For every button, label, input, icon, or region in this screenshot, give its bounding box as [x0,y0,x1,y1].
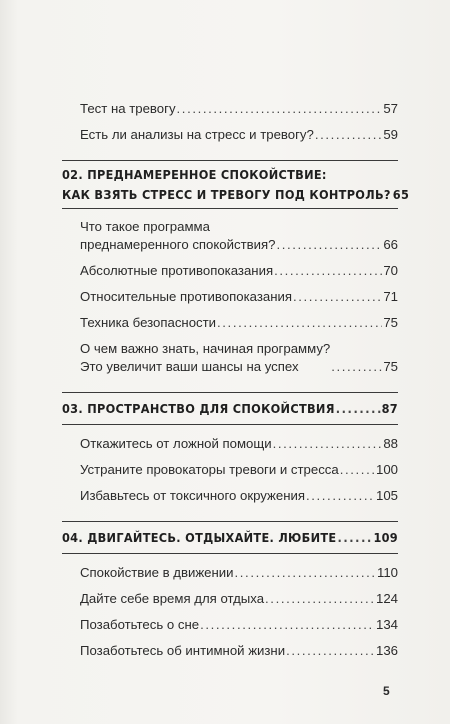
dot-leader [177,100,383,118]
toc-entry-title: преднамеренного спокойствия? [80,237,276,252]
chapter-divider [62,160,398,161]
chapter-divider [62,208,398,209]
toc-entry-title: Дайте себе время для отдыха [80,591,265,606]
toc-entry-page: 59 [383,127,398,142]
toc-entry [62,435,398,453]
dot-leader [340,461,375,479]
toc-entry-page: 57 [383,101,398,116]
toc-entry-page: 100 [375,462,398,477]
toc-entry-page: 110 [376,565,398,580]
toc-entry [62,340,398,376]
table-of-contents [62,100,410,660]
toc-entry-page: 124 [375,591,398,606]
chapter-divider [62,392,398,393]
chapter-heading [62,399,398,419]
chapter-title: 04. ДВИГАЙТЕСЬ. ОТДЫХАЙТЕ. ЛЮБИТЕ [62,530,337,545]
chapter-title-line: КАК ВЗЯТЬ СТРЕСС И ТРЕВОГУ ПОД КОНТРОЛЬ? [62,187,391,202]
dot-leader [265,590,375,608]
toc-entry-title: О чем важно знать, начиная программу? [80,341,331,356]
toc-entry-title: Есть ли анализы на стресс и тревогу? [80,127,314,142]
toc-entry [62,314,398,332]
dot-leader [277,236,383,254]
toc-entry-page: 105 [375,488,398,503]
dot-leader [293,288,382,306]
toc-entry [62,100,398,118]
toc-entry [62,288,398,306]
toc-entry-title: Тест на тревогу [80,101,176,116]
toc-entry-title: Абсолютные противопоказания [80,263,274,278]
toc-entry [62,642,398,660]
toc-entry [62,487,398,505]
dot-leader [200,616,375,634]
toc-entry [62,262,398,280]
toc-entry [62,564,398,582]
toc-entry [62,590,398,608]
chapter-title-entry [62,185,410,205]
chapter-title: 03. ПРОСТРАНСТВО ДЛЯ СПОКОЙСТВИЯ [62,401,335,416]
toc-entry-page: 66 [383,237,398,252]
toc-entry-title: Избавьтесь от токсичного окружения [80,488,305,503]
toc-entry-title: Это увеличит ваши шансы на успех [80,359,299,374]
dot-leader [337,528,372,548]
toc-entry-title: Относительные противопоказания [80,289,292,304]
chapter-heading [62,528,398,548]
chapter-divider [62,424,398,425]
chapter-page: 87 [381,401,398,416]
toc-entry-title: Что такое программа [80,219,210,234]
toc-entry [62,616,398,634]
dot-leader [286,642,375,660]
dot-leader [235,564,376,582]
chapter-divider [62,553,398,554]
chapter-page: 109 [373,530,398,545]
toc-entry-title: Позаботьтесь о сне [80,617,200,632]
dot-leader [273,435,383,453]
toc-entry-title: Устраните провокаторы тревоги и стресса [80,462,339,477]
toc-entry-title: Позаботьтесь об интимной жизни [80,643,286,658]
toc-entry-page: 134 [375,617,398,632]
toc-entry [62,126,398,144]
dot-leader [336,399,381,419]
dot-leader [306,487,375,505]
toc-entry-page: 70 [383,263,398,278]
chapter-heading [62,165,410,205]
chapter-divider [62,521,398,522]
toc-entry-title: Спокойствие в движении [80,565,234,580]
toc-entry-page: 75 [383,315,398,330]
chapter-page: 65 [392,187,410,202]
toc-entry-title: Техника безопасности [80,315,217,330]
toc-entry [62,461,398,479]
toc-entry-page: 75 [383,359,398,374]
dot-leader [331,358,382,376]
toc-entry [62,218,398,254]
toc-entry-page: 71 [383,289,398,304]
toc-entry-title: Откажитесь от ложной помощи [80,436,272,451]
dot-leader [315,126,382,144]
toc-entry-page: 88 [383,436,398,451]
dot-leader [217,314,382,332]
chapter-title-line: 02. ПРЕДНАМЕРЕННОЕ СПОКОЙСТВИЕ: [62,167,327,182]
page-number: 5 [383,684,390,698]
dot-leader [274,262,382,280]
toc-entry-page: 136 [375,643,398,658]
